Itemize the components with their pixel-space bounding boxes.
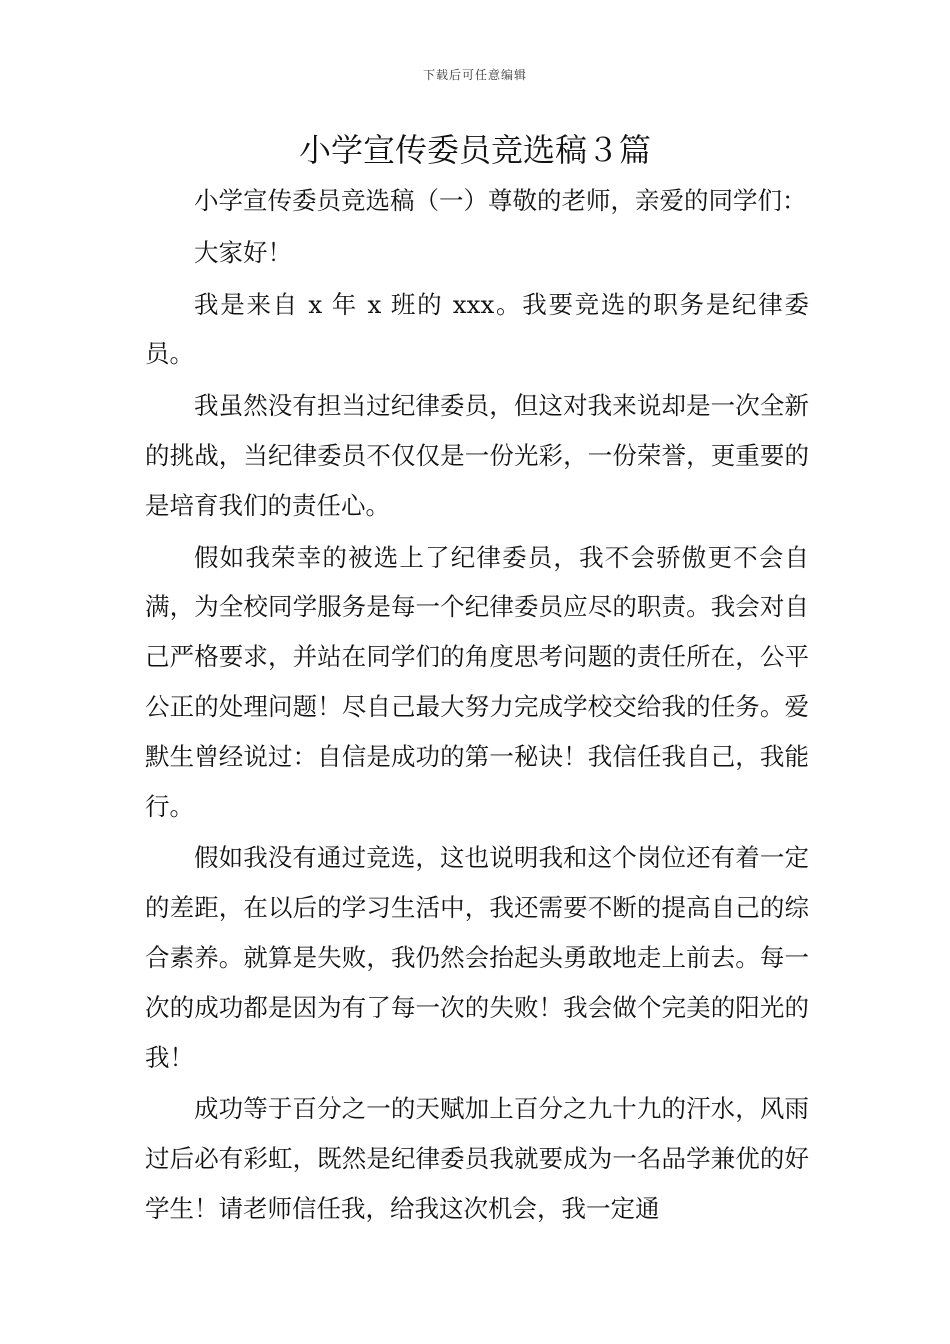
paragraph-greeting: 大家好！: [194, 237, 292, 267]
paragraph-if-not-elected: 假如我没有通过竞选，这也说明我和这个岗位还有着一定的差距，在以后的学习生活中，我还需要不断的提高自己的综合素养。就算是失败，我仍然会抬起头勇敢地走上前去。每一次的成功都是因为有了每一次的失败！我会做个完美的阳光的我！: [145, 843, 809, 1072]
document-title: 小学宣传委员竞选稿３篇: [298, 131, 651, 169]
paragraph-self-intro: 我是来自 x 年 x 班的 xxx。我要竞选的职务是纪律委员。: [145, 289, 809, 369]
paragraph-if-elected: 假如我荣幸的被选上了纪律委员，我不会骄傲更不会自满，为全校同学服务是每一个纪律委员应尽的职责。我会对自己严格要求，并站在同学们的角度思考问题的责任所在，公平公正的处理问题！尽自己最大努力完成学校交给我的任务。爱默生曾经说过：自信是成功的第一秘诀！我信任我自己，我能行。: [145, 542, 809, 821]
paragraph-closing: 成功等于百分之一的天赋加上百分之九十九的汗水，风雨过后必有彩虹，既然是纪律委员我就要成为一名品学兼优的好学生！请老师信任我，给我这次机会，我一定通: [145, 1094, 809, 1223]
document-body: [145, 176, 809, 1234]
paragraph-intro: 小学宣传委员竞选稿（一）尊敬的老师，亲爱的同学们：: [194, 186, 807, 215]
header-note: 下载后可任意编辑: [422, 68, 527, 82]
paragraph-challenge: 我虽然没有担当过纪律委员，但这对我来说却是一次全新的挑战，当纪律委员不仅仅是一份光彩，一份荣誉，更重要的是培育我们的责任心。: [145, 391, 809, 520]
